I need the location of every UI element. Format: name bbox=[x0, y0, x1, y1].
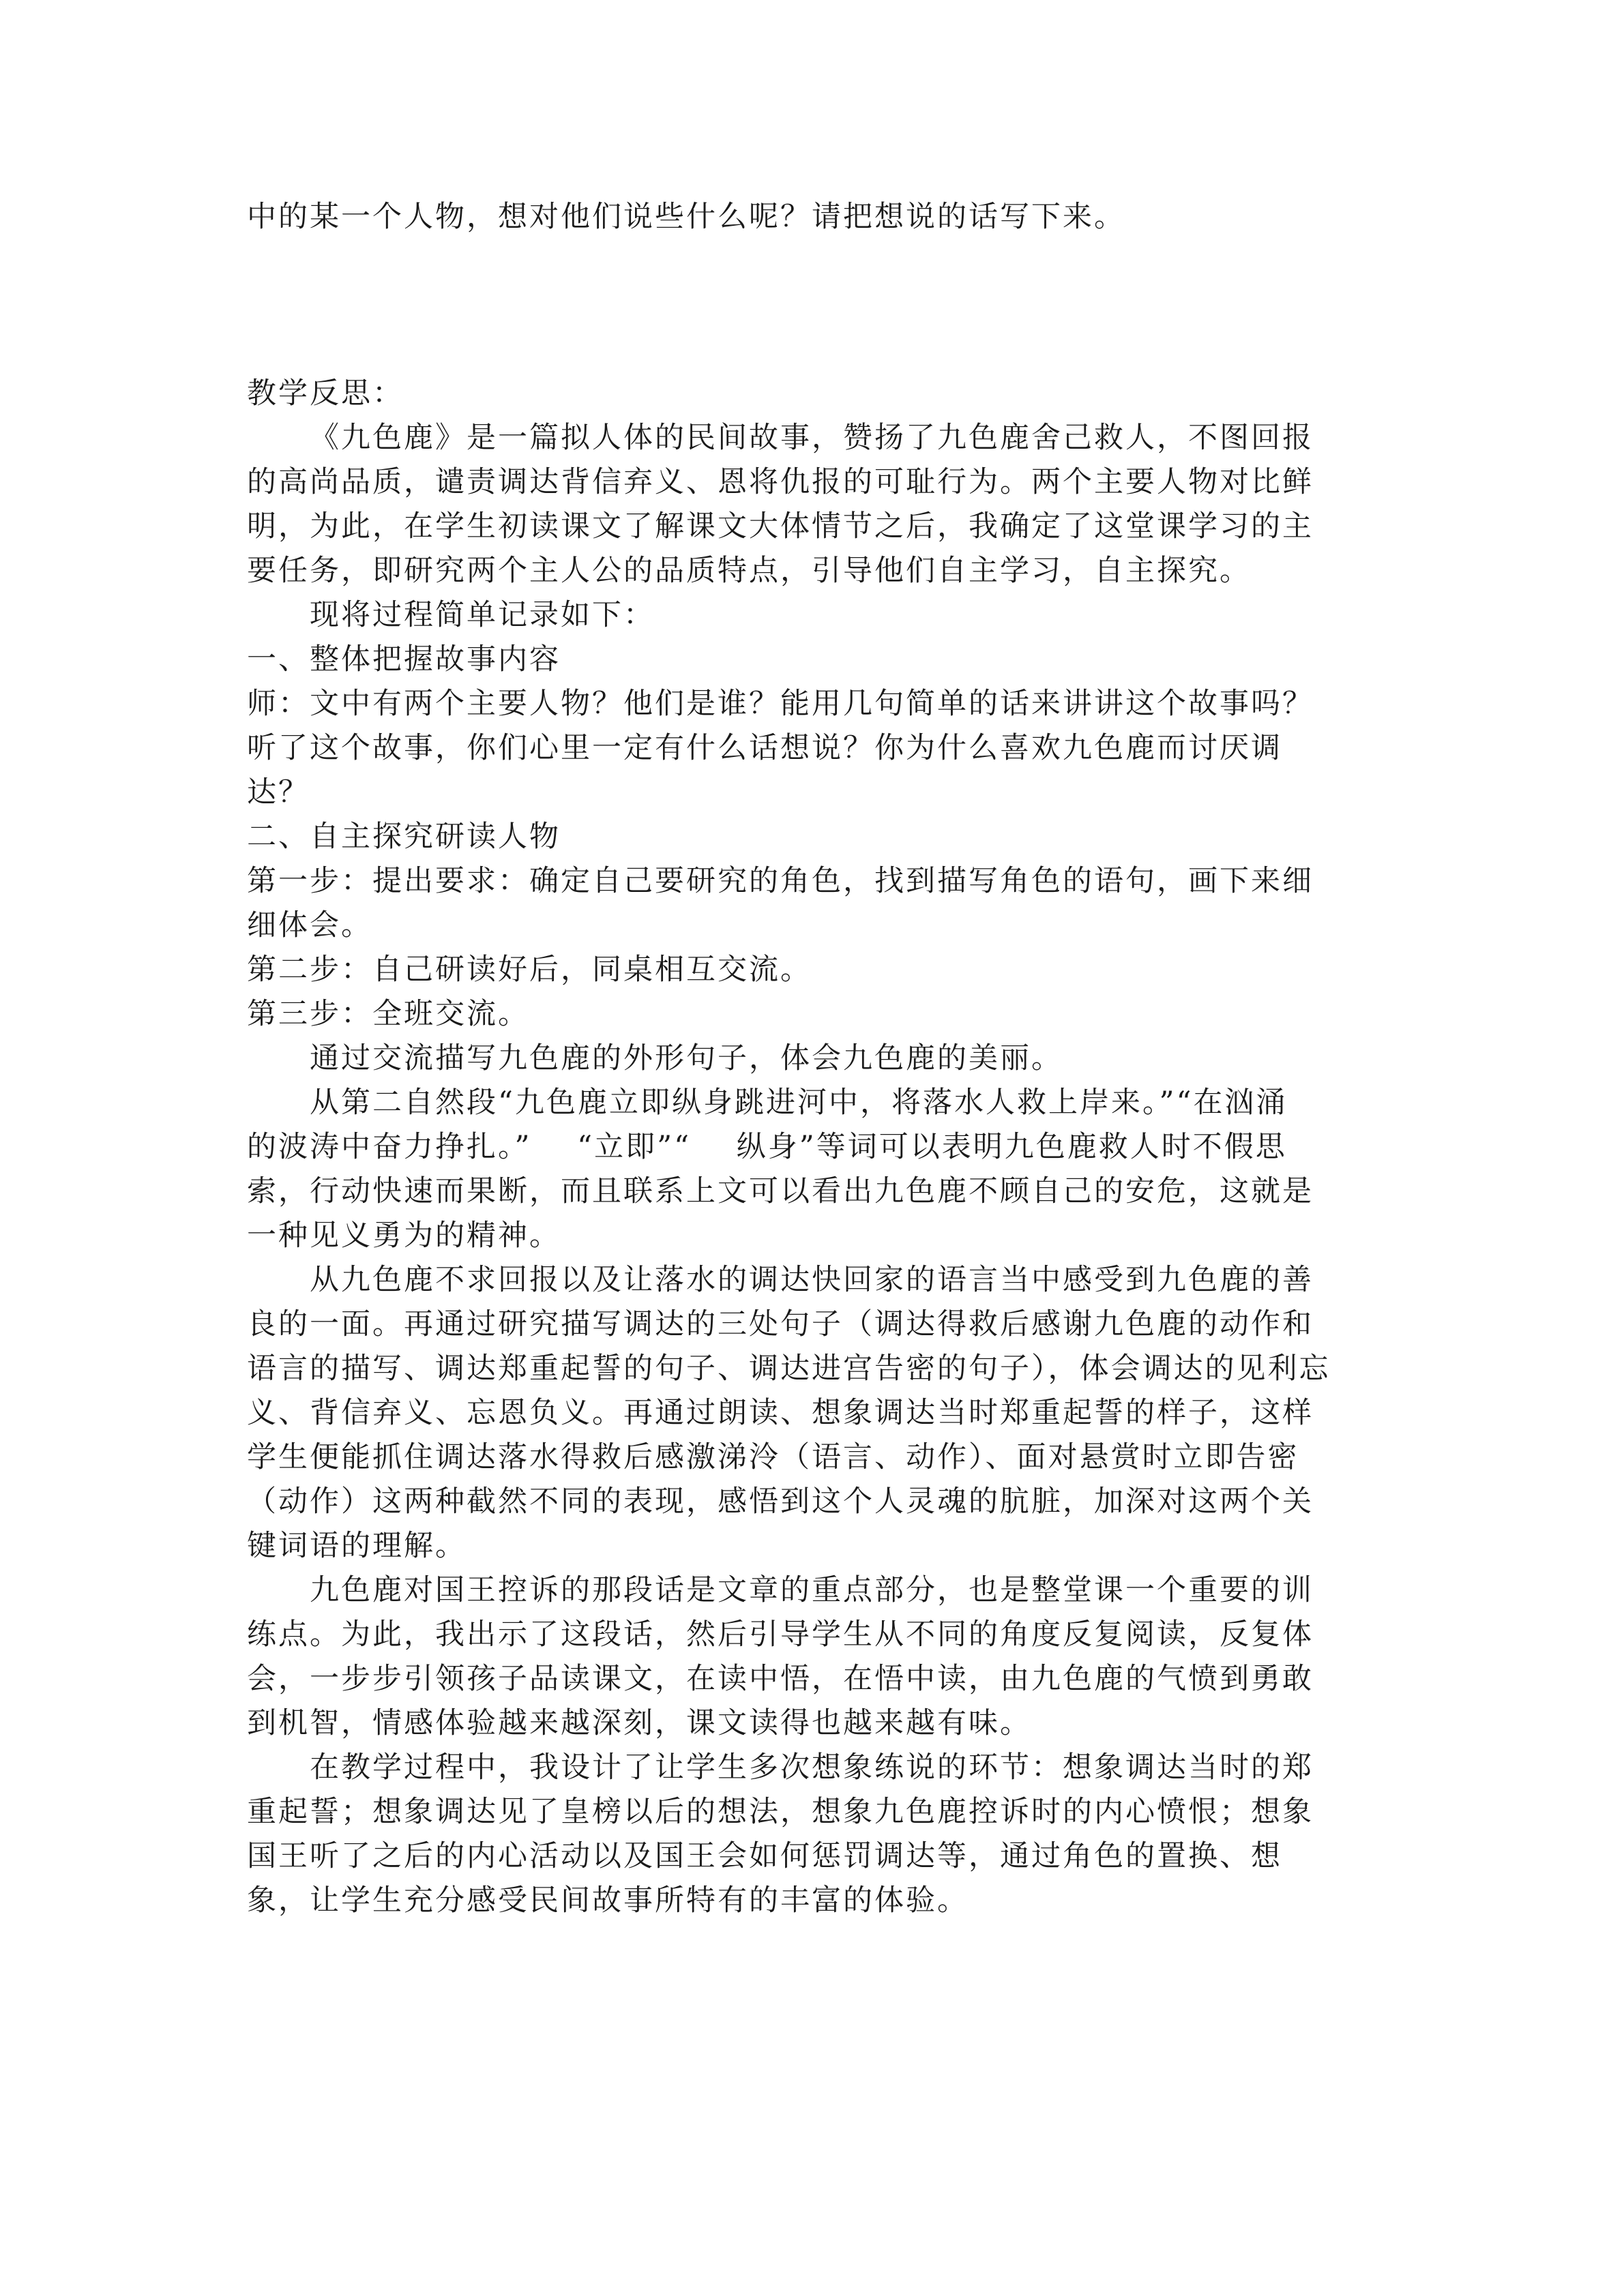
text-line: 在教学过程中，我设计了让学生多次想象练说的环节：想象调达当时的郑 bbox=[310, 1750, 1314, 1785]
text-line: 索，行动快速而果断，而且联系上文可以看出九色鹿不顾自己的安危，这就是 bbox=[247, 1174, 1314, 1208]
text-line: 九色鹿对国王控诉的那段话是文章的重点部分，也是整堂课一个重要的训 bbox=[310, 1573, 1314, 1607]
text-line: 的高尚品质，谴责调达背信弃义、恩将仇报的可耻行为。两个主要人物对比鲜 bbox=[247, 465, 1314, 499]
text-line: 中的某一个人物，想对他们说些什么呢？请把想说的话写下来。 bbox=[247, 200, 1125, 234]
paragraph bbox=[247, 948, 1379, 992]
text-line: 师：文中有两个主要人物？他们是谁？能用几句简单的话来讲讲这个故事吗？ bbox=[247, 687, 1314, 721]
text-line: 从九色鹿不求回报以及让落水的调达快回家的语言当中感受到九色鹿的善 bbox=[310, 1263, 1314, 1297]
continued-text-block bbox=[247, 195, 1379, 239]
paragraph bbox=[247, 1746, 1379, 1923]
text-line: 象，让学生充分感受民间故事所特有的丰富的体验。 bbox=[247, 1883, 969, 1918]
text-line: 重起誓；想象调达见了皇榜以后的想法，想象九色鹿控诉时的内心愤恨；想象 bbox=[247, 1795, 1314, 1829]
text-line: 第三步：全班交流。 bbox=[247, 997, 529, 1031]
text-line: 要任务，即研究两个主人公的品质特点，引导他们自主学习，自主探究。 bbox=[247, 554, 1251, 588]
text-line: 听了这个故事，你们心里一定有什么话想说？你为什么喜欢九色鹿而讨厌调 bbox=[247, 731, 1282, 765]
text-line: 第一步：提出要求：确定自己要研究的角色，找到描写角色的语句，画下来细 bbox=[247, 864, 1314, 898]
text-line: 良的一面。再通过研究描写调达的三处句子（调达得救后感谢九色鹿的动作和 bbox=[247, 1307, 1314, 1341]
text-line: 练点。为此，我出示了这段话，然后引导学生从不同的角度反复阅读，反复体 bbox=[247, 1617, 1314, 1652]
text-line: 现将过程简单记录如下： bbox=[310, 598, 655, 632]
text-line: 通过交流描写九色鹿的外形句子，体会九色鹿的美丽。 bbox=[310, 1041, 1063, 1075]
paragraph bbox=[247, 815, 1379, 859]
text-line: 一种见义勇为的精神。 bbox=[247, 1219, 561, 1253]
text-line: 明，为此，在学生初读课文了解课文大体情节之后，我确定了这堂课学习的主 bbox=[247, 509, 1314, 543]
text-line: 国王听了之后的内心活动以及国王会如何惩罚调达等，通过角色的置换、想 bbox=[247, 1839, 1282, 1873]
text-line: 第二步：自己研读好后，同桌相互交流。 bbox=[247, 953, 812, 987]
text-line: 一、整体把握故事内容 bbox=[247, 642, 561, 676]
text-line: 会，一步步引领孩子品读课文，在读中悟，在悟中读，由九色鹿的气愤到勇敢 bbox=[247, 1662, 1314, 1696]
section-title: 教学反思： bbox=[247, 376, 404, 411]
text-line: 语言的描写、调达郑重起誓的句子、调达进宫告密的句子），体会调达的见利忘 bbox=[247, 1352, 1331, 1386]
reflection-body bbox=[247, 416, 1379, 1923]
text-line: 细体会。 bbox=[247, 908, 372, 942]
paragraph bbox=[247, 1081, 1379, 1258]
reflection-section bbox=[247, 372, 1379, 1923]
text-line: 义、背信弃义、忘恩负义。再通过朗读、想象调达当时郑重起誓的样子，这样 bbox=[247, 1396, 1314, 1430]
text-line: 键词语的理解。 bbox=[247, 1529, 467, 1563]
text-line: 学生便能抓住调达落水得救后感激涕泠（语言、动作）、面对悬赏时立即告密 bbox=[247, 1440, 1299, 1474]
paragraph bbox=[247, 1568, 1379, 1746]
text-line: 二、自主探究研读人物 bbox=[247, 820, 561, 854]
paragraph bbox=[247, 638, 1379, 682]
text-line: 《九色鹿》是一篇拟人体的民间故事，赞扬了九色鹿舍己救人，不图回报 bbox=[310, 421, 1314, 455]
text-line: 到机智，情感体验越来越深刻，课文读得也越来越有味。 bbox=[247, 1706, 1031, 1740]
paragraph bbox=[247, 859, 1379, 948]
paragraph bbox=[247, 416, 1379, 593]
paragraph bbox=[247, 682, 1379, 815]
paragraph bbox=[247, 1037, 1379, 1081]
paragraph bbox=[247, 992, 1379, 1037]
text-line: 达？ bbox=[247, 775, 310, 809]
text-line: 的波涛中奋力挣扎。” “立即”“ 纵身”等词可以表明九色鹿救人时不假思 bbox=[247, 1130, 1287, 1164]
paragraph bbox=[247, 593, 1379, 638]
text-line: 从第二自然段“九色鹿立即纵身跳进河中，将落水人救上岸来。”“在汹涌 bbox=[310, 1086, 1288, 1120]
text-line: （动作）这两种截然不同的表现，感悟到这个人灵魂的肮脏，加深对这两个关 bbox=[247, 1485, 1314, 1519]
paragraph bbox=[247, 1258, 1379, 1568]
